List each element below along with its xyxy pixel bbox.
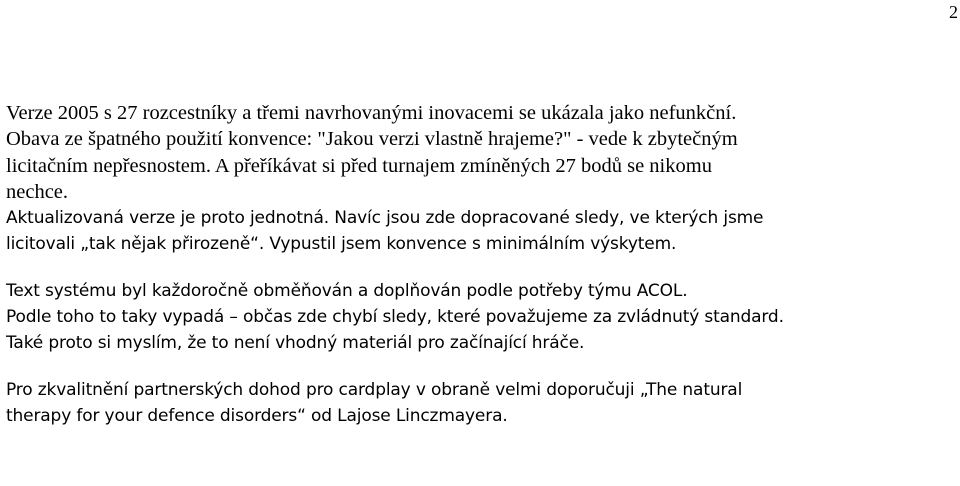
- paragraph-version-2005: [6, 100, 956, 205]
- text-line: Text systému byl každoročně obměňován a doplňován podle potřeby týmu ACOL.: [6, 280, 688, 301]
- text-line: Podle toho to taky vypadá – občas zde chybí sledy, které považujeme za zvládnutý standard.: [6, 307, 784, 328]
- text-line: licitovali „tak nějak přirozeně“. Vypustil jsem konvence s minimálním výskytem.: [6, 234, 677, 255]
- page-number: 2: [949, 2, 958, 22]
- text-line: licitačním nepřesnostem. A přeříkávat si před turnajem zmíněných 27 bodů se nikomu: [6, 154, 712, 177]
- text-line: Také proto si myslím, že to není vhodný materiál pro začínající hráče.: [6, 333, 585, 354]
- paragraph-system-text: [6, 278, 956, 357]
- text-line: Pro zkvalitnění partnerských dohod pro cardplay v obraně velmi doporučuji „The natural: [6, 379, 743, 400]
- paragraph-updated-version: [6, 205, 956, 258]
- text-line: nechce.: [6, 180, 69, 203]
- text-line: therapy for your defence disorders“ od Lajose Linczmayera.: [6, 405, 508, 426]
- text-line: Aktualizovaná verze je proto jednotná. Navíc jsou zde dopracované sledy, ve kterých jsme: [6, 208, 764, 229]
- paragraph-recommendation: [6, 377, 956, 430]
- document-body: [6, 100, 956, 429]
- text-line: Obava ze špatného použití konvence: "Jakou verzi vlastně hrajeme?" - vede k zbytečným: [6, 128, 738, 151]
- text-line: Verze 2005 s 27 rozcestníky a třemi navrhovanými inovacemi se ukázala jako nefunkční.: [6, 102, 737, 124]
